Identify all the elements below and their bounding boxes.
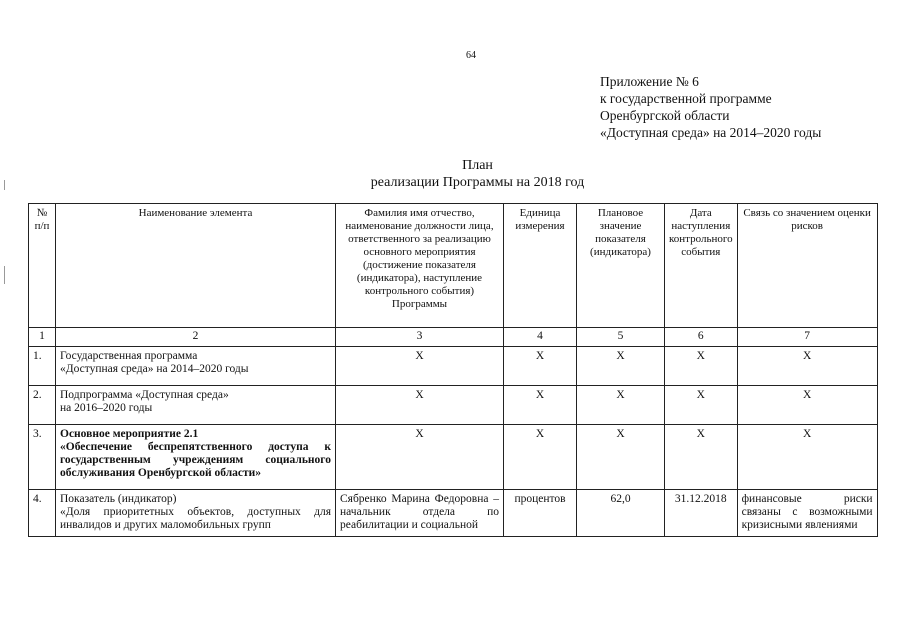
header-cell: Плановое значение показателя (индикатора) [577, 204, 665, 328]
element-name [56, 425, 336, 490]
unit-cell: Х [504, 425, 577, 490]
risks-cell: Х [737, 386, 877, 425]
appendix-line: к государственной программе [600, 91, 772, 106]
appendix-line: «Доступная среда» на 2014–2020 годы [600, 125, 822, 140]
document-title: План [462, 158, 493, 173]
element-name-line: «Обеспечение беспрепятственного доступа к государственным учреждениям социального обслуживания Оренбургской области» [60, 441, 331, 479]
column-number: 3 [336, 328, 504, 347]
appendix-line: Приложение № 6 [600, 74, 699, 89]
row-number: 1. [29, 347, 56, 386]
unit-cell: процентов [504, 490, 577, 537]
page-number: 64 [466, 50, 476, 61]
column-number: 6 [665, 328, 738, 347]
risks-cell: Х [737, 347, 877, 386]
responsible-cell: Сябренко Марина Федоровна – начальник отдела по реабилитации и социальной [336, 490, 504, 537]
row-number: 3. [29, 425, 56, 490]
date-cell: Х [665, 347, 738, 386]
responsible-cell: Х [336, 386, 504, 425]
header-cell: Фамилия имя отчество, наименование должности лица, ответственного за реализацию основного мероприятия (достижение показателя (индикатора), наступление контрольного события) Программы [336, 204, 504, 328]
column-number: 4 [504, 328, 577, 347]
unit-cell: Х [504, 386, 577, 425]
table-row [29, 386, 878, 425]
unit-cell: Х [504, 347, 577, 386]
document-subtitle: реализации Программы на 2018 год [370, 175, 585, 190]
column-number: 5 [577, 328, 665, 347]
element-name [56, 490, 336, 537]
risks-cell: финансовые риски связаны с возможными кризисными явлениями [737, 490, 877, 537]
responsible-cell: Х [336, 425, 504, 490]
header-cell: Наименование элемента [56, 204, 336, 328]
element-name-line: Государственная программа [60, 350, 198, 362]
appendix-header [600, 73, 821, 141]
element-name-line: «Доля приоритетных объектов, доступных для инвалидов и других маломобильных групп [60, 506, 331, 531]
scan-mark [4, 180, 5, 190]
table-row [29, 490, 878, 537]
header-cell: Связь со значением оценки рисков [737, 204, 877, 328]
plan-table [28, 203, 878, 537]
date-cell: Х [665, 425, 738, 490]
responsible-cell: Х [336, 347, 504, 386]
element-name-line: Подпрограмма «Доступная среда» [60, 389, 229, 401]
scan-mark [4, 266, 5, 284]
element-name-line: «Доступная среда» на 2014–2020 годы [60, 363, 249, 375]
column-number: 2 [56, 328, 336, 347]
table-row [29, 347, 878, 386]
column-number: 1 [29, 328, 56, 347]
value-cell: Х [577, 347, 665, 386]
element-name-line: Основное мероприятие 2.1 [60, 428, 199, 440]
element-name-line: Показатель (индикатор) [60, 493, 177, 505]
date-cell: Х [665, 386, 738, 425]
value-cell: 62,0 [577, 490, 665, 537]
header-cell: Единица измерения [504, 204, 577, 328]
row-number: 4. [29, 490, 56, 537]
element-name [56, 386, 336, 425]
value-cell: Х [577, 425, 665, 490]
header-cell: Дата наступления контрольного события [665, 204, 738, 328]
value-cell: Х [577, 386, 665, 425]
row-number: 2. [29, 386, 56, 425]
column-number: 7 [737, 328, 877, 347]
table-header-row [29, 204, 878, 328]
table-row [29, 425, 878, 490]
element-name [56, 347, 336, 386]
column-number-row [29, 328, 878, 347]
date-cell: 31.12.2018 [665, 490, 738, 537]
appendix-line: Оренбургской области [600, 108, 730, 123]
header-cell: № п/п [29, 204, 56, 328]
element-name-line: на 2016–2020 годы [60, 402, 153, 414]
risks-cell: Х [737, 425, 877, 490]
